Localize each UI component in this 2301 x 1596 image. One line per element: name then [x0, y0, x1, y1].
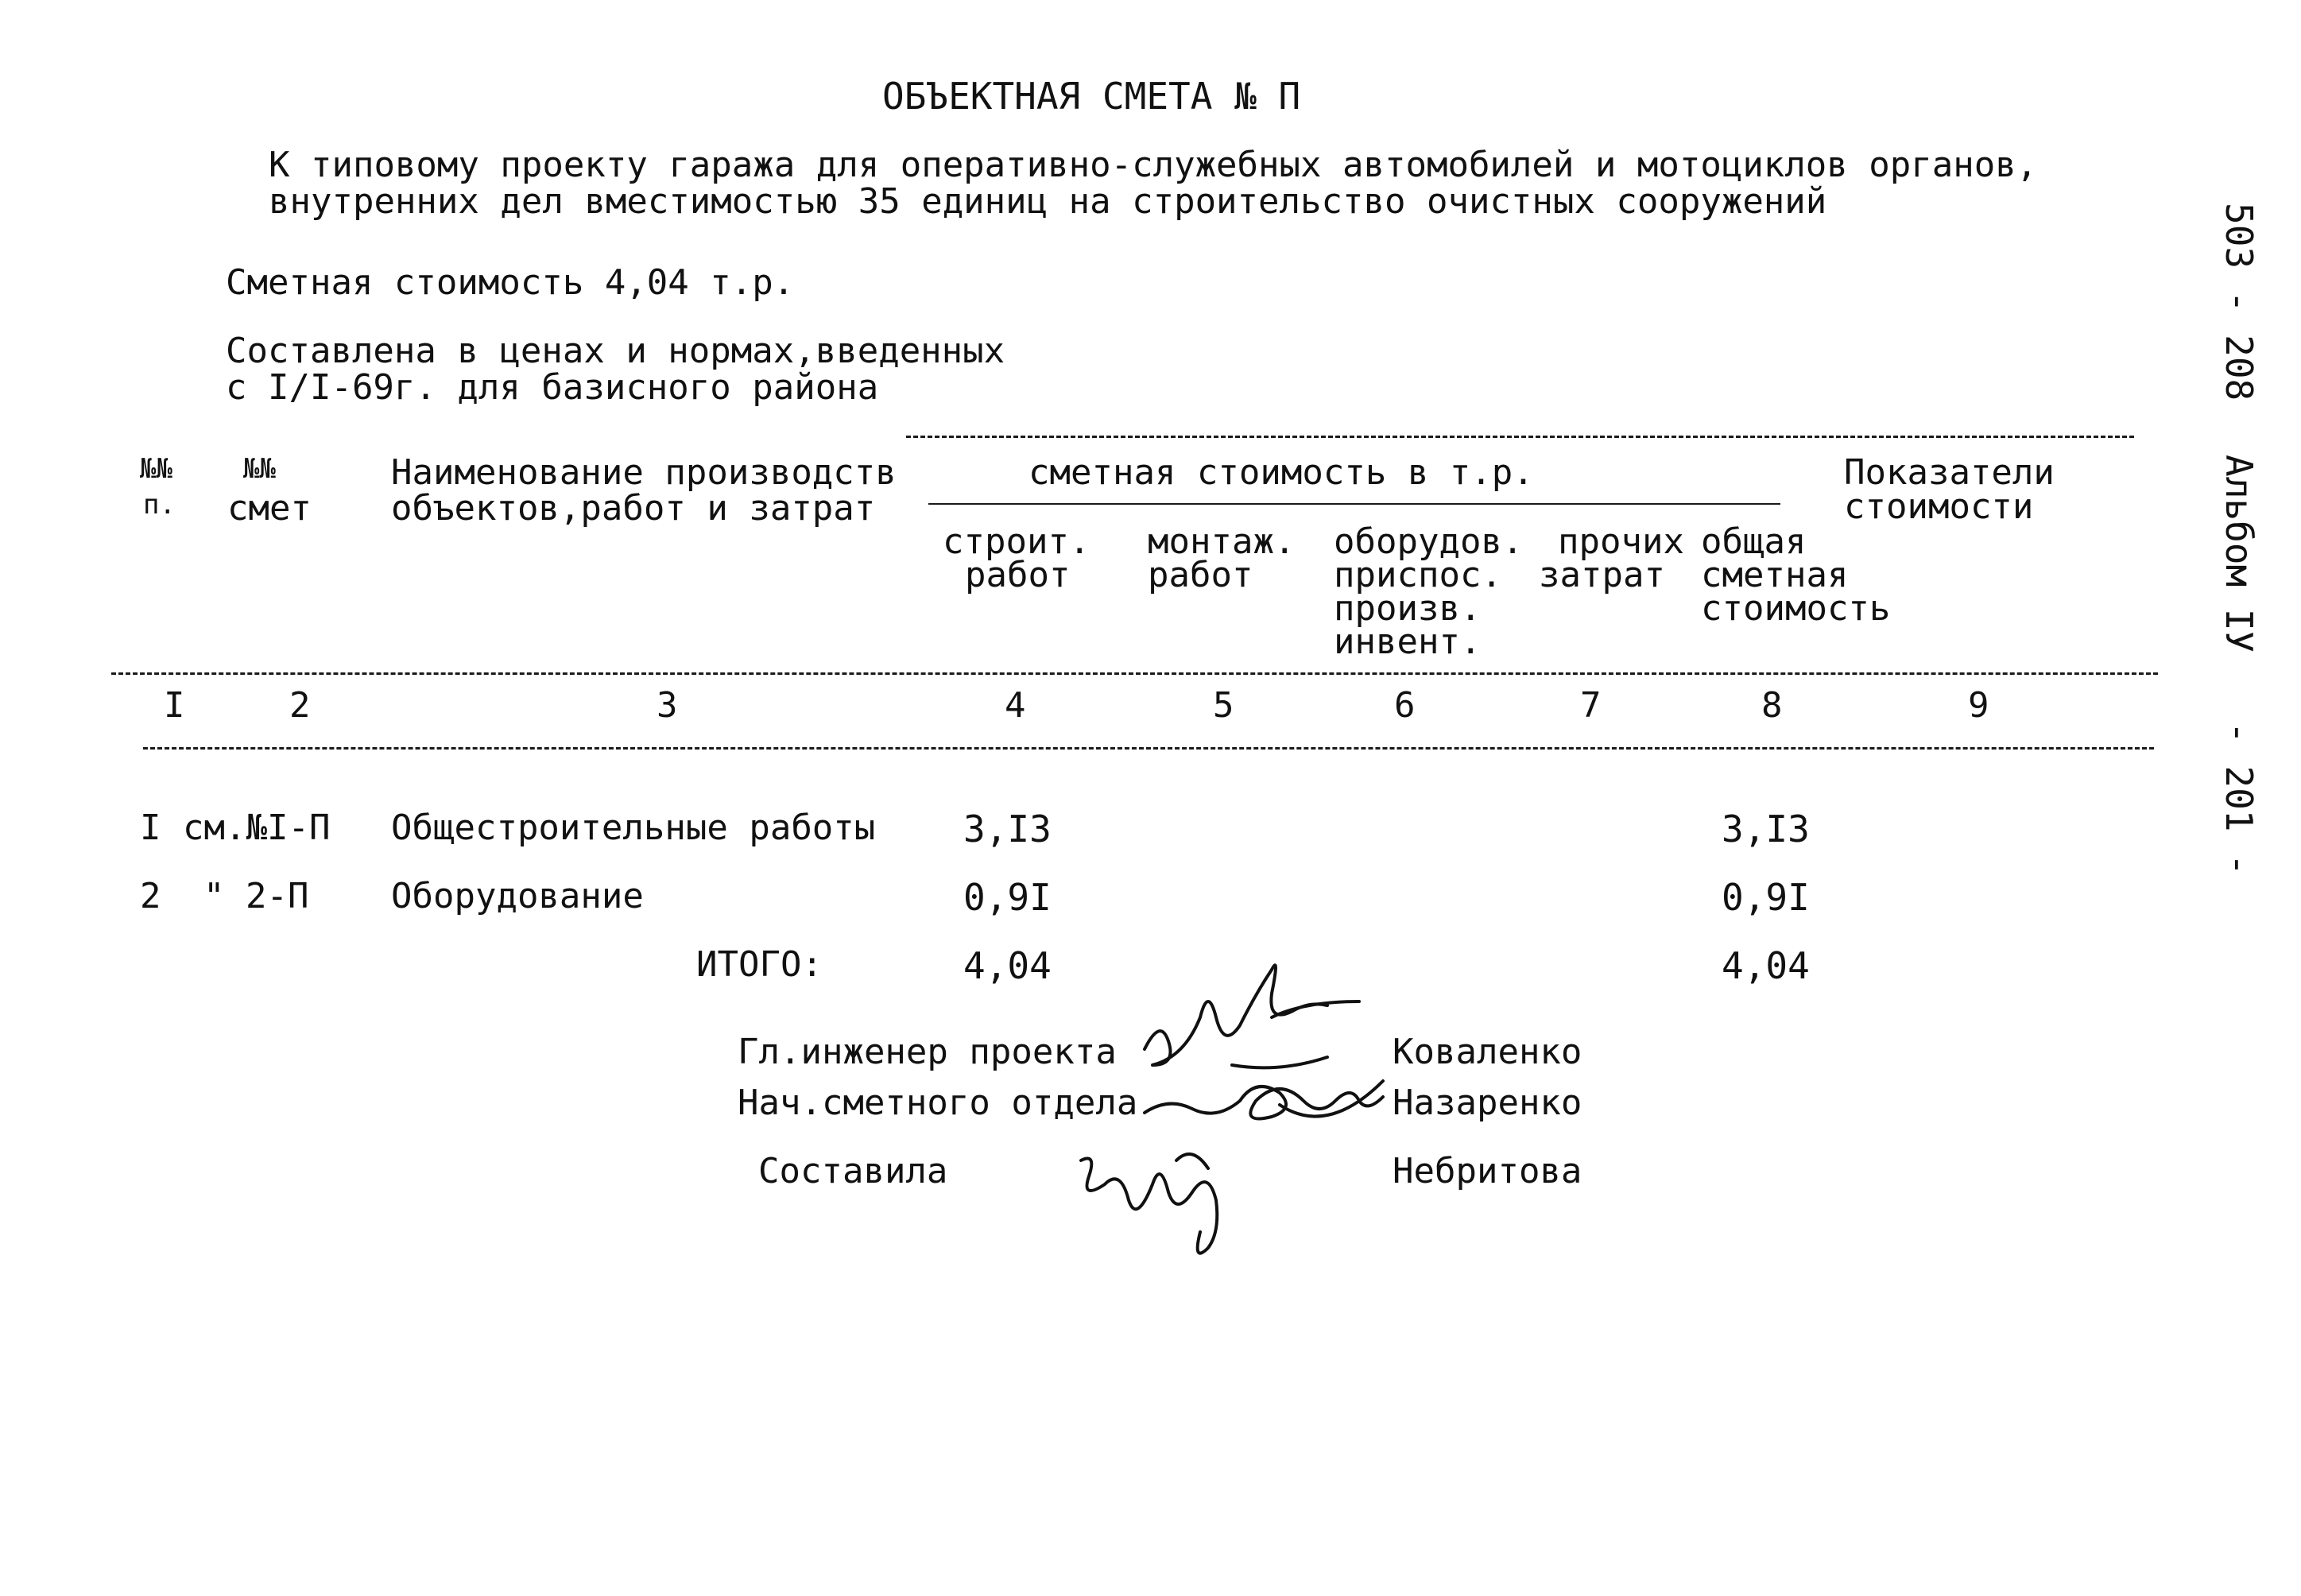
column-number: 2 [289, 685, 311, 726]
row-name: Оборудование [391, 876, 644, 916]
col4-header-l1: строит. [943, 521, 1090, 562]
prices-line-2: с I/I-69г. для базисного района [226, 367, 879, 408]
column-number: 9 [1968, 685, 1989, 726]
column-numbers-rule [143, 747, 2154, 750]
column-number: I [164, 685, 185, 726]
total-label: ИТОГО: [696, 944, 823, 985]
row-estimate-ref: " 2-П [203, 876, 309, 916]
group-header: сметная стоимость в т.р. [1028, 452, 1534, 493]
subtitle-line-1: К типовому проекту гаража для оперативно-служебных автомобилей и мотоциклов органов, [269, 145, 2038, 185]
col8-header-l2: сметная [1701, 555, 1849, 595]
row-total-cost: 3,I3 [1722, 808, 1810, 850]
signature-name: Назаренко [1393, 1083, 1582, 1123]
column-number: 4 [1005, 685, 1026, 726]
col9-header-l2: стоимости [1844, 486, 2034, 527]
col5-header-l1: монтаж. [1148, 521, 1296, 562]
column-number: 6 [1394, 685, 1416, 726]
col8-header-l1: общая [1701, 521, 1807, 562]
col5-header-l2: работ [1148, 555, 1253, 595]
prices-line-1: Составлена в ценах и нормах,введенных [226, 331, 1005, 371]
estimated-cost: Сметная стоимость 4,04 т.р. [226, 262, 795, 303]
signature-role: Гл.инженер проекта [738, 1032, 1117, 1072]
row-total-cost: 0,9I [1722, 876, 1810, 919]
document-title: ОБЪЕКТНАЯ СМЕТА № П [882, 75, 1301, 118]
col4-header-l2: работ [965, 555, 1071, 595]
signature-role: Нач.сметного отдела [738, 1083, 1138, 1123]
column-number: 5 [1213, 685, 1234, 726]
col1-header-l2: п. [143, 489, 176, 521]
table-top-rule [906, 436, 2134, 438]
col6-header-l3: произв. [1334, 588, 1482, 629]
col9-header-l1: Показатели [1844, 452, 2055, 493]
subtitle-line-2: внутренних дел вместимостью 35 единиц на строительство очистных сооружений [269, 181, 1827, 222]
header-bottom-rule [111, 672, 2158, 675]
total-build-cost: 4,04 [963, 944, 1052, 987]
signature-name: Коваленко [1393, 1032, 1582, 1072]
side-code: 503 - 208 [2218, 203, 2260, 401]
col8-header-l3: стоимость [1701, 588, 1891, 629]
row-name: Общестроительные работы [391, 808, 876, 848]
column-number: 3 [657, 685, 678, 726]
col3-header-l2: объектов,работ и затрат [391, 488, 876, 529]
col6-header-l1: оборудов. [1334, 521, 1524, 562]
col2-header-l2: смет [227, 488, 312, 529]
col2-header-l1: №№ [243, 453, 276, 485]
signature-name: Небритова [1393, 1151, 1582, 1191]
column-number: 8 [1761, 685, 1783, 726]
col6-header-l2: приспос. [1334, 555, 1502, 595]
side-album: Альбом IУ [2218, 455, 2260, 653]
total-total-cost: 4,04 [1722, 944, 1810, 987]
col3-header-l1: Наименование производств [391, 452, 897, 493]
side-page: - 201 - [2218, 722, 2260, 876]
col1-header-l1: №№ [140, 453, 172, 485]
column-number: 7 [1580, 685, 1602, 726]
col7-header-l2: затрат [1539, 555, 1665, 595]
col7-header-l1: прочих [1558, 521, 1684, 562]
row-build-cost: 0,9I [963, 876, 1052, 919]
row-number: I [140, 808, 161, 848]
group-rule [928, 503, 1780, 505]
row-estimate-ref: см.№I-П [183, 808, 331, 848]
handwritten-signature-compiler [1065, 1129, 1272, 1264]
col6-header-l4: инвент. [1334, 622, 1482, 662]
row-build-cost: 3,I3 [963, 808, 1052, 850]
signature-role: Составила [758, 1151, 948, 1191]
row-number: 2 [140, 876, 161, 916]
